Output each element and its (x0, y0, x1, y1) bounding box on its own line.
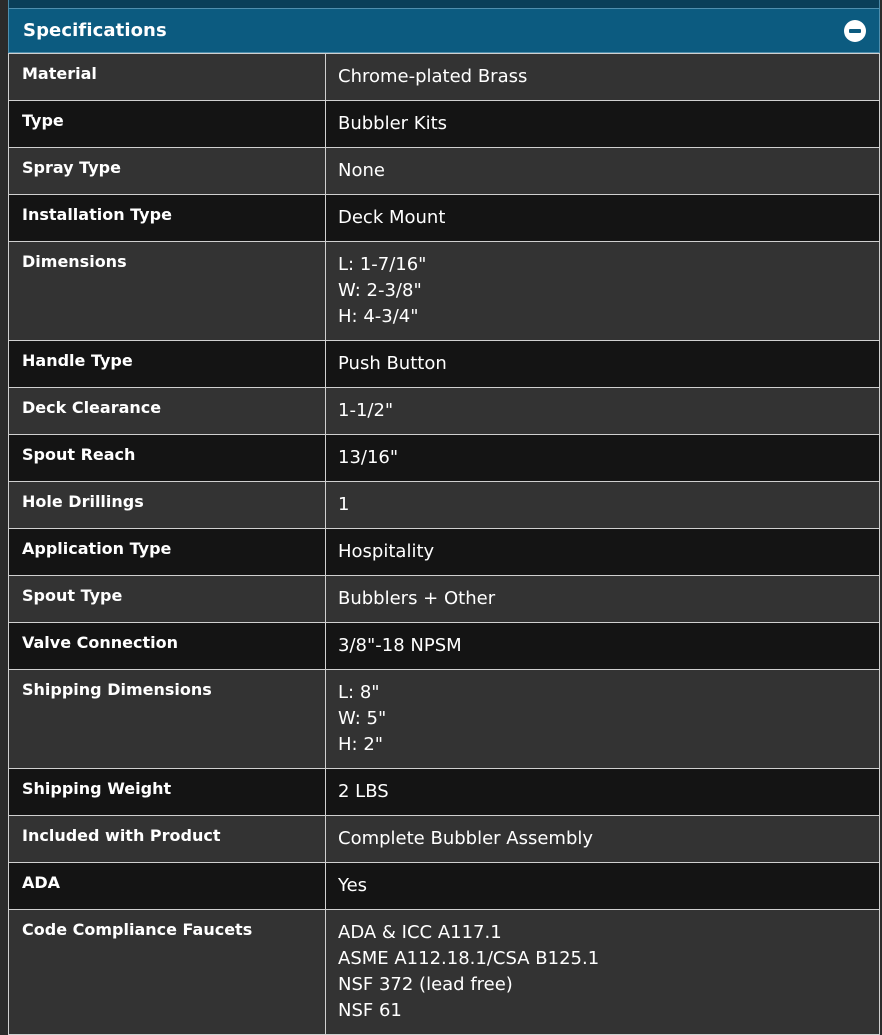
spec-label: Spout Type (9, 576, 326, 623)
specifications-table (8, 53, 880, 1035)
spec-value (326, 482, 880, 529)
spec-label: Shipping Dimensions (9, 670, 326, 769)
spec-value (326, 863, 880, 910)
spec-row (9, 148, 880, 195)
spec-value-line: Bubbler Kits (338, 113, 448, 134)
specifications-header[interactable] (8, 8, 880, 53)
spec-value-line: Deck Mount (338, 207, 446, 228)
spec-value-line: W: 2-3/8" (338, 280, 422, 301)
spec-row (9, 242, 880, 341)
spec-value (326, 388, 880, 435)
spec-value-line: NSF 61 (338, 1000, 402, 1021)
spec-label: Handle Type (9, 341, 326, 388)
spec-label: Dimensions (9, 242, 326, 341)
spec-value-line: 3/8"-18 NPSM (338, 635, 462, 656)
spec-value-line: H: 2" (338, 734, 384, 755)
spec-value-line: Yes (338, 875, 368, 896)
spec-row (9, 863, 880, 910)
spec-value (326, 54, 880, 101)
spec-row (9, 54, 880, 101)
spec-value (326, 576, 880, 623)
spec-value-line: 13/16" (338, 447, 399, 468)
spec-value-line: Chrome-plated Brass (338, 66, 528, 87)
spec-label: Deck Clearance (9, 388, 326, 435)
spec-row (9, 910, 880, 1035)
spec-row (9, 195, 880, 242)
spec-value-line: L: 1-7/16" (338, 254, 427, 275)
spec-value (326, 529, 880, 576)
spec-value-line: Bubblers + Other (338, 588, 496, 609)
spec-row (9, 388, 880, 435)
spec-value-line: Hospitality (338, 541, 435, 562)
spec-value (326, 435, 880, 482)
spec-label: Spout Reach (9, 435, 326, 482)
spec-row (9, 101, 880, 148)
spec-label: Application Type (9, 529, 326, 576)
spec-label: Shipping Weight (9, 769, 326, 816)
spec-row (9, 482, 880, 529)
spec-value-line: 1 (338, 494, 350, 515)
spec-value (326, 623, 880, 670)
spec-label: Hole Drillings (9, 482, 326, 529)
spec-label: Installation Type (9, 195, 326, 242)
panel-top-edge (8, 0, 880, 8)
spec-label: Code Compliance Faucets (9, 910, 326, 1035)
spec-value-line: NSF 372 (lead free) (338, 974, 513, 995)
spec-value-line: ADA & ICC A117.1 (338, 922, 502, 943)
spec-value (326, 101, 880, 148)
specifications-title: Specifications (23, 20, 167, 41)
spec-value-line: Push Button (338, 353, 447, 374)
spec-row (9, 435, 880, 482)
spec-value (326, 148, 880, 195)
minus-circle-icon[interactable] (844, 20, 866, 42)
spec-value (326, 816, 880, 863)
spec-row (9, 341, 880, 388)
spec-value (326, 242, 880, 341)
spec-label: Included with Product (9, 816, 326, 863)
spec-value (326, 341, 880, 388)
spec-value-line: ASME A112.18.1/CSA B125.1 (338, 948, 600, 969)
spec-row (9, 670, 880, 769)
spec-value-line: 1-1/2" (338, 400, 394, 421)
spec-value (326, 769, 880, 816)
spec-value-line: L: 8" (338, 682, 380, 703)
spec-label: ADA (9, 863, 326, 910)
spec-label: Material (9, 54, 326, 101)
spec-value-line: H: 4-3/4" (338, 306, 419, 327)
spec-value-line: Complete Bubbler Assembly (338, 828, 594, 849)
spec-row (9, 816, 880, 863)
spec-value-line: None (338, 160, 385, 181)
spec-row (9, 623, 880, 670)
spec-label: Type (9, 101, 326, 148)
spec-row (9, 769, 880, 816)
spec-row (9, 576, 880, 623)
spec-value (326, 195, 880, 242)
spec-value (326, 910, 880, 1035)
spec-label: Spray Type (9, 148, 326, 195)
spec-row (9, 529, 880, 576)
spec-value-line: W: 5" (338, 708, 387, 729)
spec-label: Valve Connection (9, 623, 326, 670)
spec-value-line: 2 LBS (338, 781, 389, 802)
spec-value (326, 670, 880, 769)
